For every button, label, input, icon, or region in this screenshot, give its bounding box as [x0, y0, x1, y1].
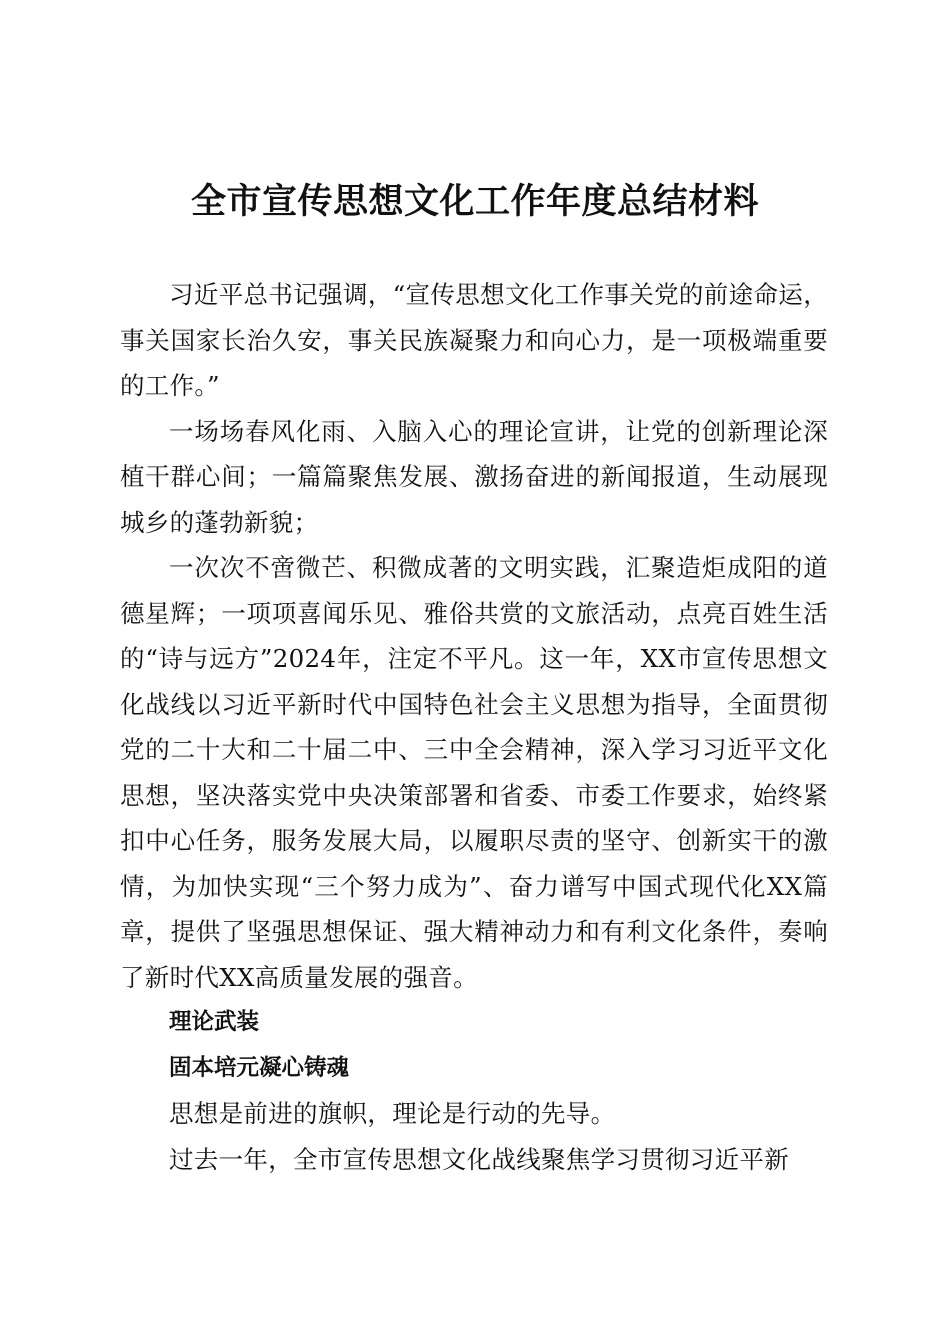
- paragraph-past-year: 过去一年，全市宣传思想文化战线聚焦学习贯彻习近平新: [169, 1144, 789, 1174]
- paragraph-quote: 习近平总书记强调，“宣传思想文化工作事关党的前途命运，事关国家长治久安，事关民族凝聚力和向心力，是一项极端重要的工作。”: [120, 280, 828, 400]
- sub-heading: 固本培元凝心铸魂: [169, 1054, 350, 1081]
- document-body: [120, 272, 828, 1182]
- paragraph-theory-news: 一场场春风化雨、入脑入心的理论宣讲，让党的创新理论深植干群心间；一篇篇聚焦发展、激扬奋进的新闻报道，生动展现城乡的蓬勃新貌；: [120, 416, 828, 537]
- document-title: 全市宣传思想文化工作年度总结材料: [190, 182, 759, 222]
- section-heading: 理论武装: [169, 1009, 260, 1035]
- paragraph-thought-banner: 思想是前进的旗帜，理论是行动的先导。: [169, 1099, 616, 1128]
- paragraph-year-summary: 一次次不啻微芒、积微成著的文明实践，汇聚造炬成阳的道德星辉；一项项喜闻乐见、雅俗共赏的文旅活动，点亮百姓生活的“诗与远方”2024年，注定不平凡。这一年，XX市宣传思想文化战线以习近平新时代中国特色社会主义思想为指导，全面贯彻党的二十大和二十届二中、三中全会精神，深入学习习近平文化思想，坚决落实党中央决策部署和省委、市委工作要求，始终紧扣中心任务，服务发展大局，以履职尽责的坚守、创新实干的激情，为加快实现“三个努力成为”、奋力谱写中国式现代化XX篇章，提供了坚强思想保证、强大精神动力和有利文化条件，奏响了新时代XX高质量发展的强音。: [120, 553, 828, 992]
